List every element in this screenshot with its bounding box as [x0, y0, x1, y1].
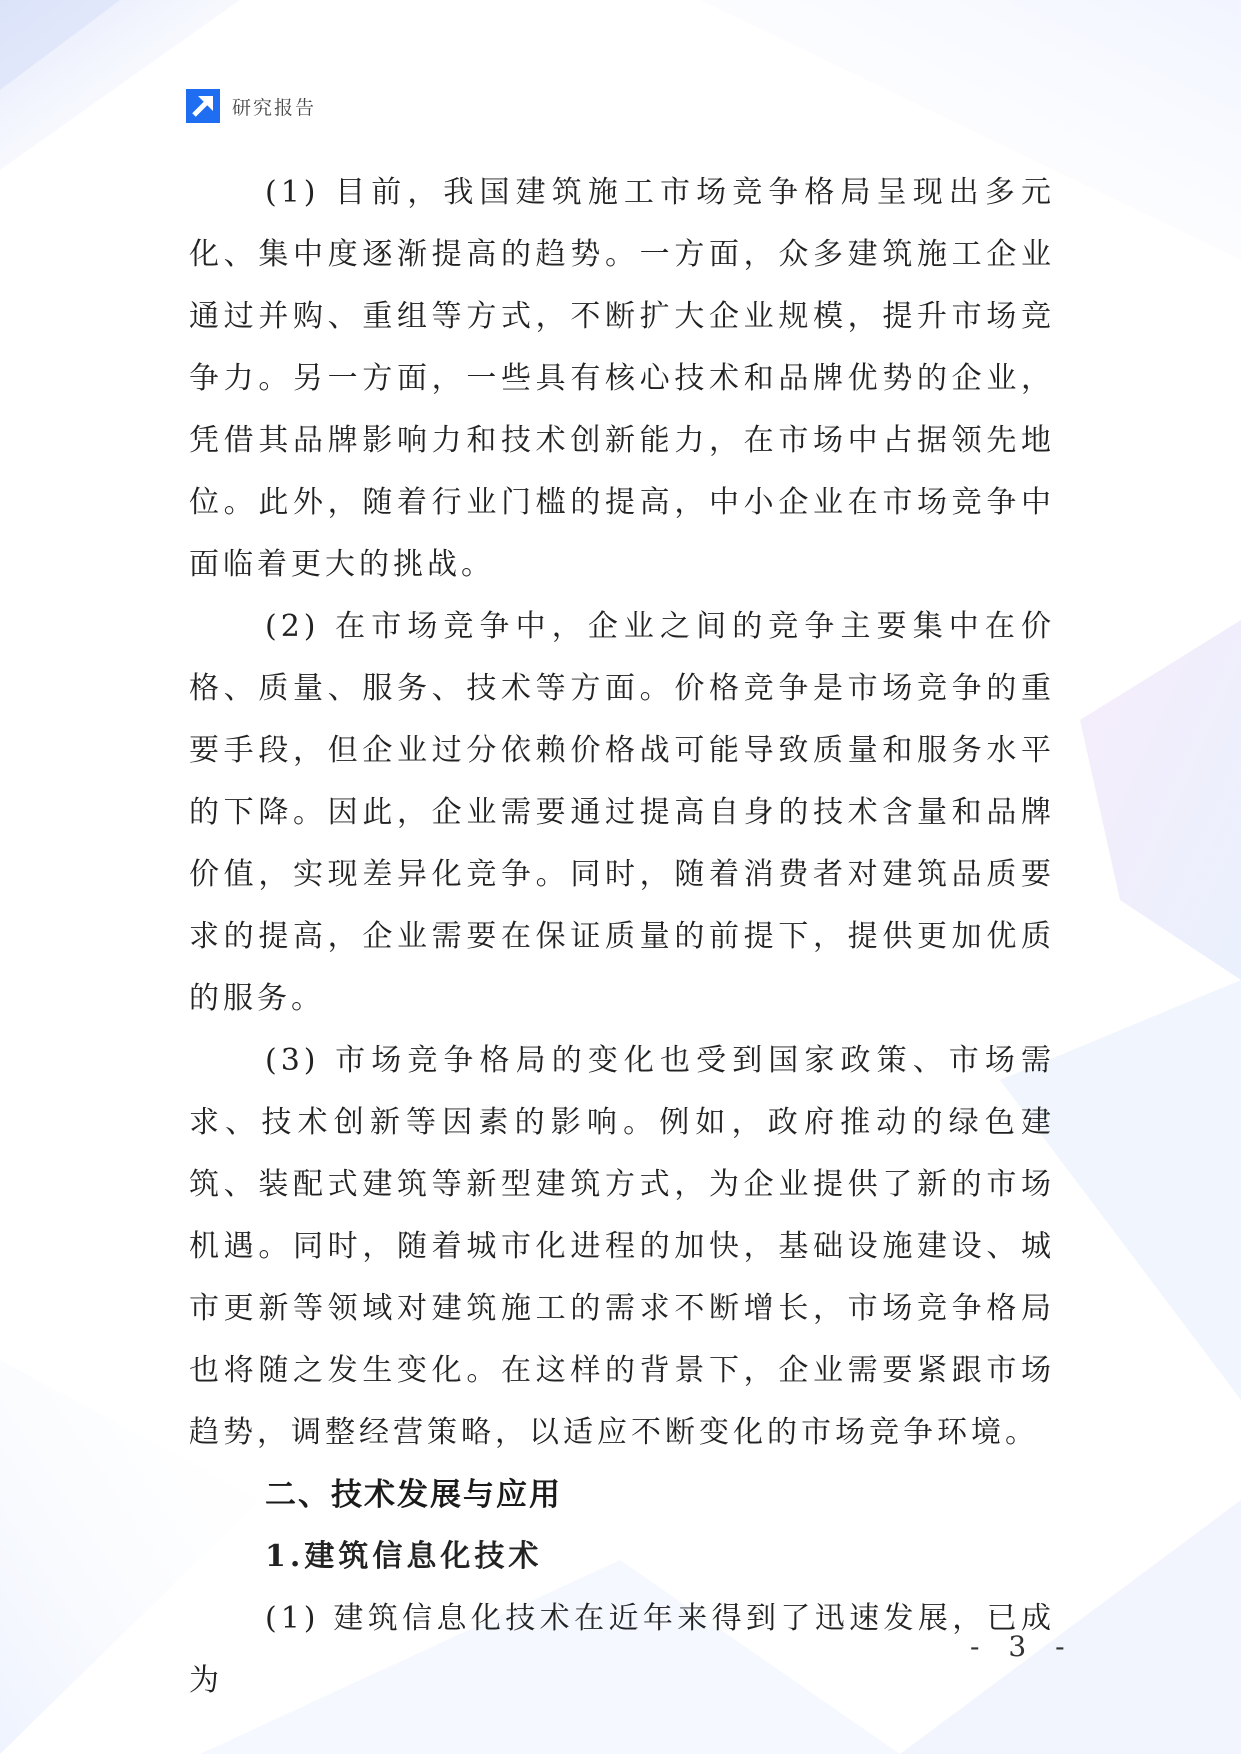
- paragraph-4: (1) 建筑信息化技术在近年来得到了迅速发展，已成为: [189, 1601, 1055, 1698]
- arrow-up-right-icon: [186, 89, 220, 123]
- document-body: [189, 162, 1055, 1712]
- report-header: [186, 86, 316, 126]
- header-title: 研究报告: [232, 96, 317, 119]
- paragraph-3: (3) 市场竞争格局的变化也受到国家政策、市场需求、技术创新等因素的影响。例如，政府推动的绿色建筑、装配式建筑等新型建筑方式，为企业提供了新的市场机遇。同时，随着城市化进程的加快，基础设施建设、城市更新等领域对建筑施工的需求不断增长，市场竞争格局也将随之发生变化。在这样的背景下，企业需要紧跟市场趋势，调整经营策略，以适应不断变化的市场竞争环境。: [189, 1043, 1055, 1450]
- section-heading: 二、技术发展与应用: [265, 1477, 562, 1513]
- paragraph-2: (2) 在市场竞争中，企业之间的竞争主要集中在价格、质量、服务、技术等方面。价格竞争是市场竞争的重要手段，但企业过分依赖价格战可能导致质量和服务水平的下降。因此，企业需要通过提高自身的技术含量和品牌价值，实现差异化竞争。同时，随着消费者对建筑品质要求的提高，企业需要在保证质量的前提下，提供更加优质的服务。: [189, 609, 1055, 1016]
- subsection-heading: 1.建筑信息化技术: [265, 1539, 543, 1574]
- paragraph-1: (1) 目前，我国建筑施工市场竞争格局呈现出多元化、集中度逐渐提高的趋势。一方面，众多建筑施工企业通过并购、重组等方式，不断扩大企业规模，提升市场竞争力。另一方面，一些具有核心技术和品牌优势的企业，凭借其品牌影响力和技术创新能力，在市场中占据领先地位。此外，随着行业门槛的提高，中小企业在市场竞争中面临着更大的挑战。: [189, 175, 1055, 582]
- page-number: - 3 -: [970, 1630, 1075, 1663]
